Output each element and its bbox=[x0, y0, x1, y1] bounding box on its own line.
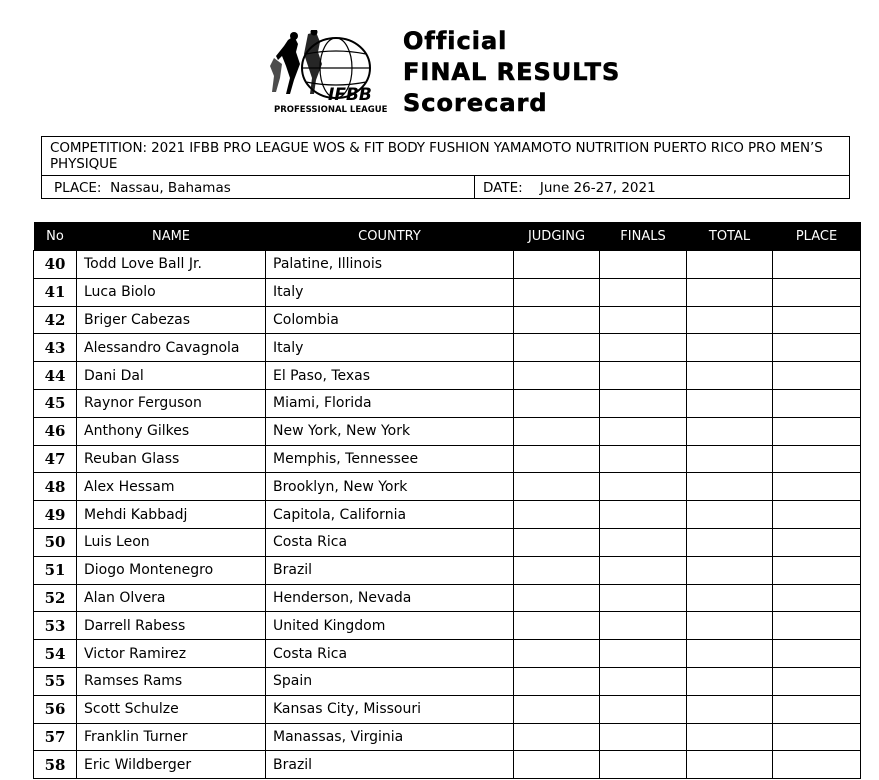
table-row bbox=[34, 417, 861, 445]
finals-cell bbox=[600, 445, 687, 473]
place-date-row bbox=[42, 175, 849, 198]
competitor-number: 57 bbox=[34, 723, 77, 751]
ifbb-logo-graphic bbox=[268, 30, 392, 114]
table-row bbox=[34, 751, 861, 779]
place-cell bbox=[773, 640, 861, 668]
competitor-number: 46 bbox=[34, 417, 77, 445]
total-cell bbox=[687, 251, 773, 279]
place-cell bbox=[773, 556, 861, 584]
competitor-country: Brazil bbox=[266, 556, 514, 584]
date-value: June 26-27, 2021 bbox=[539, 180, 656, 196]
competitor-number: 58 bbox=[34, 751, 77, 779]
judging-cell bbox=[514, 612, 600, 640]
competition-name: COMPETITION: 2021 IFBB PRO LEAGUE WOS & FIT BODY FUSHION YAMAMOTO NUTRITION PUERTO RICO PRO MEN’S PHYSIQUE bbox=[50, 140, 823, 172]
col-header-place: PLACE bbox=[773, 222, 861, 251]
table-row bbox=[34, 445, 861, 473]
competitor-name: Diogo Montenegro bbox=[77, 556, 266, 584]
finals-cell bbox=[600, 751, 687, 779]
judging-cell bbox=[514, 473, 600, 501]
place-cell bbox=[773, 417, 861, 445]
finals-cell bbox=[600, 417, 687, 445]
total-cell bbox=[687, 612, 773, 640]
judging-cell bbox=[514, 584, 600, 612]
total-cell bbox=[687, 695, 773, 723]
finals-cell bbox=[600, 501, 687, 529]
competitor-country: Costa Rica bbox=[266, 640, 514, 668]
competitor-country: Brazil bbox=[266, 751, 514, 779]
judging-cell bbox=[514, 362, 600, 390]
competitor-country: Costa Rica bbox=[266, 528, 514, 556]
finals-cell bbox=[600, 584, 687, 612]
place-cell bbox=[773, 389, 861, 417]
competitor-country: Kansas City, Missouri bbox=[266, 695, 514, 723]
place-cell bbox=[773, 306, 861, 334]
table-row bbox=[34, 334, 861, 362]
competitor-country: Italy bbox=[266, 278, 514, 306]
competitor-country: Henderson, Nevada bbox=[266, 584, 514, 612]
competitor-number: 41 bbox=[34, 278, 77, 306]
table-row bbox=[34, 528, 861, 556]
competitor-name: Alessandro Cavagnola bbox=[77, 334, 266, 362]
total-cell bbox=[687, 334, 773, 362]
competitor-number: 54 bbox=[34, 640, 77, 668]
total-cell bbox=[687, 501, 773, 529]
date-field bbox=[483, 180, 656, 196]
results-body bbox=[34, 251, 861, 779]
place-cell bbox=[773, 723, 861, 751]
total-cell bbox=[687, 389, 773, 417]
place-cell bbox=[773, 695, 861, 723]
results-table bbox=[33, 222, 861, 779]
judging-cell bbox=[514, 751, 600, 779]
competitor-country: Miami, Florida bbox=[266, 389, 514, 417]
logo-subtext: PROFESSIONAL LEAGUE bbox=[274, 105, 388, 114]
competitor-name: Darrell Rabess bbox=[77, 612, 266, 640]
table-row bbox=[34, 251, 861, 279]
table-row bbox=[34, 473, 861, 501]
total-cell bbox=[687, 278, 773, 306]
competitor-name: Scott Schulze bbox=[77, 695, 266, 723]
competitor-name: Alex Hessam bbox=[77, 473, 266, 501]
competitor-name: Anthony Gilkes bbox=[77, 417, 266, 445]
competitor-country: Manassas, Virginia bbox=[266, 723, 514, 751]
place-cell bbox=[773, 751, 861, 779]
competitor-country: Memphis, Tennessee bbox=[266, 445, 514, 473]
table-row bbox=[34, 612, 861, 640]
table-row bbox=[34, 362, 861, 390]
total-cell bbox=[687, 584, 773, 612]
judging-cell bbox=[514, 306, 600, 334]
finals-cell bbox=[600, 473, 687, 501]
judging-cell bbox=[514, 389, 600, 417]
judging-cell bbox=[514, 278, 600, 306]
place-cell bbox=[773, 528, 861, 556]
competitor-name: Dani Dal bbox=[77, 362, 266, 390]
judging-cell bbox=[514, 501, 600, 529]
competitor-number: 52 bbox=[34, 584, 77, 612]
competitor-number: 50 bbox=[34, 528, 77, 556]
finals-cell bbox=[600, 723, 687, 751]
finals-cell bbox=[600, 251, 687, 279]
table-row bbox=[34, 501, 861, 529]
table-row bbox=[34, 640, 861, 668]
table-row bbox=[34, 723, 861, 751]
competitor-country: New York, New York bbox=[266, 417, 514, 445]
finals-cell bbox=[600, 362, 687, 390]
competitor-number: 43 bbox=[34, 334, 77, 362]
info-divider bbox=[474, 176, 475, 198]
title-line-final-results: FINAL RESULTS bbox=[403, 58, 621, 86]
competitor-number: 55 bbox=[34, 667, 77, 695]
competition-info-box bbox=[41, 136, 850, 199]
table-row bbox=[34, 695, 861, 723]
judging-cell bbox=[514, 640, 600, 668]
competitor-number: 51 bbox=[34, 556, 77, 584]
competitor-name: Alan Olvera bbox=[77, 584, 266, 612]
competitor-number: 56 bbox=[34, 695, 77, 723]
table-row bbox=[34, 389, 861, 417]
competitor-country: United Kingdom bbox=[266, 612, 514, 640]
competitor-name: Briger Cabezas bbox=[77, 306, 266, 334]
col-header-country: COUNTRY bbox=[266, 222, 514, 251]
ifbb-logo bbox=[268, 30, 392, 114]
competitor-number: 40 bbox=[34, 251, 77, 279]
competitor-name: Raynor Ferguson bbox=[77, 389, 266, 417]
table-row bbox=[34, 278, 861, 306]
logo-text: IFBB bbox=[328, 85, 372, 105]
col-header-finals: FINALS bbox=[600, 222, 687, 251]
finals-cell bbox=[600, 667, 687, 695]
competitor-name: Eric Wildberger bbox=[77, 751, 266, 779]
competitor-country: Brooklyn, New York bbox=[266, 473, 514, 501]
place-cell bbox=[773, 278, 861, 306]
finals-cell bbox=[600, 640, 687, 668]
place-cell bbox=[773, 501, 861, 529]
competitor-number: 53 bbox=[34, 612, 77, 640]
total-cell bbox=[687, 751, 773, 779]
judging-cell bbox=[514, 695, 600, 723]
total-cell bbox=[687, 667, 773, 695]
competitor-name: Luca Biolo bbox=[77, 278, 266, 306]
competitor-name: Franklin Turner bbox=[77, 723, 266, 751]
place-label: PLACE: bbox=[54, 180, 102, 196]
col-header-no: No bbox=[34, 222, 77, 251]
total-cell bbox=[687, 528, 773, 556]
title-line-official: Official bbox=[403, 27, 508, 55]
finals-cell bbox=[600, 334, 687, 362]
competitor-number: 47 bbox=[34, 445, 77, 473]
judging-cell bbox=[514, 445, 600, 473]
judging-cell bbox=[514, 556, 600, 584]
competitor-country: Palatine, Illinois bbox=[266, 251, 514, 279]
finals-cell bbox=[600, 306, 687, 334]
competitor-country: Capitola, California bbox=[266, 501, 514, 529]
competitor-number: 42 bbox=[34, 306, 77, 334]
table-row bbox=[34, 667, 861, 695]
finals-cell bbox=[600, 389, 687, 417]
scorecard-title bbox=[403, 26, 620, 119]
finals-cell bbox=[600, 278, 687, 306]
judging-cell bbox=[514, 251, 600, 279]
judging-cell bbox=[514, 528, 600, 556]
competitor-number: 45 bbox=[34, 389, 77, 417]
place-cell bbox=[773, 584, 861, 612]
place-cell bbox=[773, 612, 861, 640]
total-cell bbox=[687, 473, 773, 501]
total-cell bbox=[687, 640, 773, 668]
table-row bbox=[34, 556, 861, 584]
place-field bbox=[54, 180, 231, 196]
place-cell bbox=[773, 362, 861, 390]
total-cell bbox=[687, 445, 773, 473]
competitor-name: Ramses Rams bbox=[77, 667, 266, 695]
competitor-name: Luis Leon bbox=[77, 528, 266, 556]
total-cell bbox=[687, 362, 773, 390]
competitor-number: 49 bbox=[34, 501, 77, 529]
place-cell bbox=[773, 445, 861, 473]
competitor-country: Spain bbox=[266, 667, 514, 695]
competitor-name: Reuban Glass bbox=[77, 445, 266, 473]
place-cell bbox=[773, 667, 861, 695]
competitor-number: 44 bbox=[34, 362, 77, 390]
table-row bbox=[34, 306, 861, 334]
competitor-number: 48 bbox=[34, 473, 77, 501]
total-cell bbox=[687, 556, 773, 584]
competitor-name: Mehdi Kabbadj bbox=[77, 501, 266, 529]
col-header-name: NAME bbox=[77, 222, 266, 251]
competitor-country: Italy bbox=[266, 334, 514, 362]
place-cell bbox=[773, 251, 861, 279]
place-cell bbox=[773, 334, 861, 362]
finals-cell bbox=[600, 556, 687, 584]
judging-cell bbox=[514, 334, 600, 362]
place-value: Nassau, Bahamas bbox=[110, 180, 231, 196]
place-cell bbox=[773, 473, 861, 501]
total-cell bbox=[687, 417, 773, 445]
competitor-country: Colombia bbox=[266, 306, 514, 334]
finals-cell bbox=[600, 612, 687, 640]
total-cell bbox=[687, 723, 773, 751]
date-label: DATE: bbox=[483, 180, 523, 196]
table-row bbox=[34, 584, 861, 612]
table-header-row bbox=[34, 222, 861, 251]
judging-cell bbox=[514, 667, 600, 695]
finals-cell bbox=[600, 695, 687, 723]
competitor-name: Todd Love Ball Jr. bbox=[77, 251, 266, 279]
title-line-scorecard: Scorecard bbox=[403, 89, 548, 117]
col-header-total: TOTAL bbox=[687, 222, 773, 251]
col-header-judging: JUDGING bbox=[514, 222, 600, 251]
judging-cell bbox=[514, 723, 600, 751]
competitor-name: Victor Ramirez bbox=[77, 640, 266, 668]
total-cell bbox=[687, 306, 773, 334]
judging-cell bbox=[514, 417, 600, 445]
competitor-country: El Paso, Texas bbox=[266, 362, 514, 390]
finals-cell bbox=[600, 528, 687, 556]
